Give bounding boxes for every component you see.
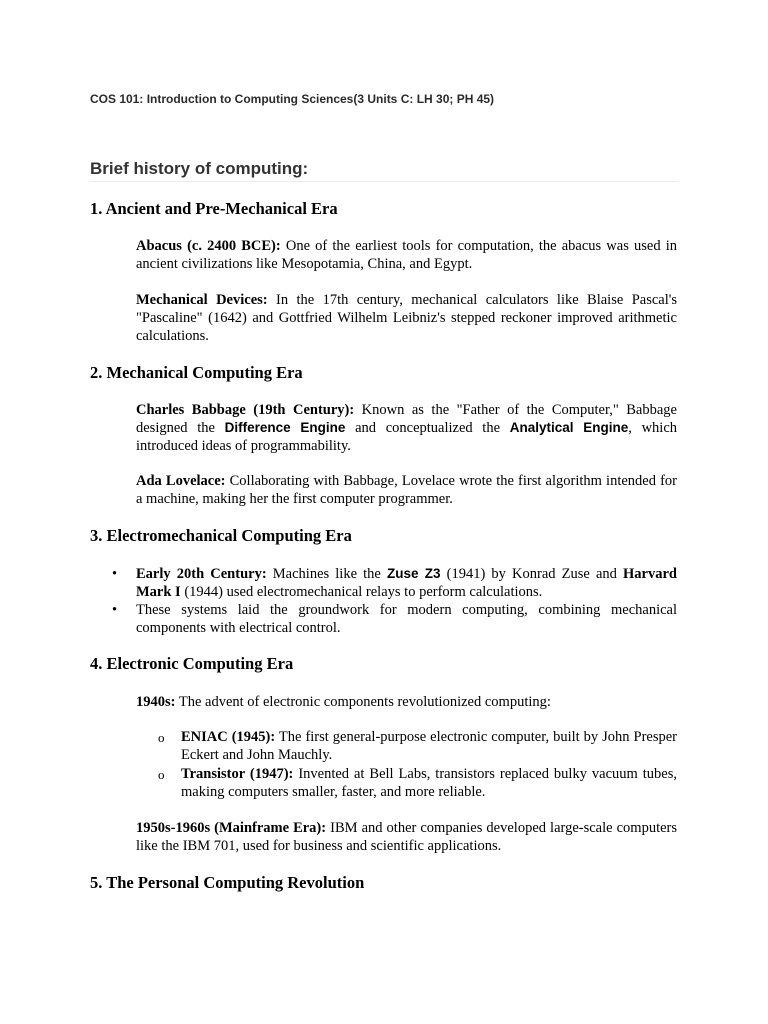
- paragraph-mainframe-era: [136, 819, 677, 855]
- term-zuse-z3: Zuse Z3: [386, 566, 441, 581]
- section-heading-personal-computing: 5. The Personal Computing Revolution: [90, 873, 365, 892]
- paragraph-1940s: [136, 693, 677, 711]
- brief-history-heading: Brief history of computing:: [90, 159, 678, 182]
- babbage-text-1: Known as the "Father of the Computer," Babbage designed the: [136, 402, 677, 436]
- eniac-text: The first general-purpose electronic computer, built by John Presper Eckert and John Mauchly.: [181, 729, 677, 763]
- paragraph-babbage: [136, 401, 677, 455]
- term-1940s: 1940s:: [136, 694, 176, 710]
- abacus-text: One of the earliest tools for computation, the abacus was used in ancient civilizations like Mesopotamia, China, and Egypt.: [136, 238, 677, 272]
- sub-bullet-eniac: [181, 728, 677, 764]
- ada-lovelace-text: Collaborating with Babbage, Lovelace wrote the first algorithm intended for a machine, making her the first computer programmer.: [136, 473, 677, 507]
- 1940s-text: The advent of electronic components revolutionized computing:: [175, 694, 551, 710]
- paragraph-ada-lovelace: [136, 472, 677, 508]
- section-heading-electronic: 4. Electronic Computing Era: [90, 654, 294, 673]
- paragraph-mechanical-devices: [136, 291, 677, 345]
- term-abacus: Abacus (c. 2400 BCE):: [136, 238, 281, 254]
- sub-bullet-marker: o: [158, 767, 165, 782]
- term-mechanical-devices: Mechanical Devices:: [136, 292, 268, 308]
- sub-bullet-marker: o: [158, 730, 165, 745]
- section-heading-ancient: 1. Ancient and Pre-Mechanical Era: [90, 199, 338, 218]
- term-analytical-engine: Analytical Engine: [509, 420, 629, 435]
- babbage-text-3: , which introduced ideas of programmability.: [136, 420, 678, 454]
- paragraph-abacus: [136, 237, 677, 273]
- term-difference-engine: Difference Engine: [224, 420, 346, 435]
- term-transistor: Transistor (1947):: [181, 766, 294, 782]
- mechanical-devices-text: In the 17th century, mechanical calculators like Blaise Pascal's "Pascaline" (1642) and Gottfried Wilhelm Leibniz's stepped reckoner improved arithmetic calculations.: [136, 292, 677, 344]
- bullet-early-20th-century: [136, 565, 677, 601]
- section-heading-mechanical: 2. Mechanical Computing Era: [90, 363, 303, 382]
- section-heading-electromechanical: 3. Electromechanical Computing Era: [90, 526, 352, 545]
- groundwork-text: These systems laid the groundwork for modern computing, combining mechanical components with electrical control.: [136, 602, 677, 636]
- early-20th-text-2: (1941) by Konrad Zuse and: [440, 566, 624, 582]
- early-20th-text-3: (1944) used electromechanical relays to perform calculations.: [180, 584, 543, 600]
- term-harvard-mark-i: Harvard Mark I: [136, 566, 677, 600]
- term-babbage: Charles Babbage (19th Century):: [136, 402, 355, 418]
- sub-bullet-transistor: [181, 765, 677, 801]
- course-title: COS 101: Introduction to Computing Sciences(3 Units C: LH 30; PH 45): [90, 92, 495, 106]
- term-mainframe-era: 1950s-1960s (Mainframe Era):: [136, 820, 327, 836]
- bullet-marker: •: [112, 566, 118, 582]
- term-ada-lovelace: Ada Lovelace:: [136, 473, 226, 489]
- mainframe-era-text: IBM and other companies developed large-scale computers like the IBM 701, used for business and scientific applications.: [136, 820, 678, 854]
- early-20th-text-1: Machines like the: [266, 566, 387, 582]
- bullet-groundwork: [136, 601, 677, 637]
- bullet-marker: •: [112, 602, 118, 618]
- term-eniac: ENIAC (1945):: [181, 729, 276, 745]
- transistor-text: Invented at Bell Labs, transistors replaced bulky vacuum tubes, making computers smaller, faster, and more reliable.: [181, 766, 677, 800]
- term-early-20th-century: Early 20th Century:: [136, 566, 267, 582]
- babbage-text-2: and conceptualized the: [345, 420, 510, 436]
